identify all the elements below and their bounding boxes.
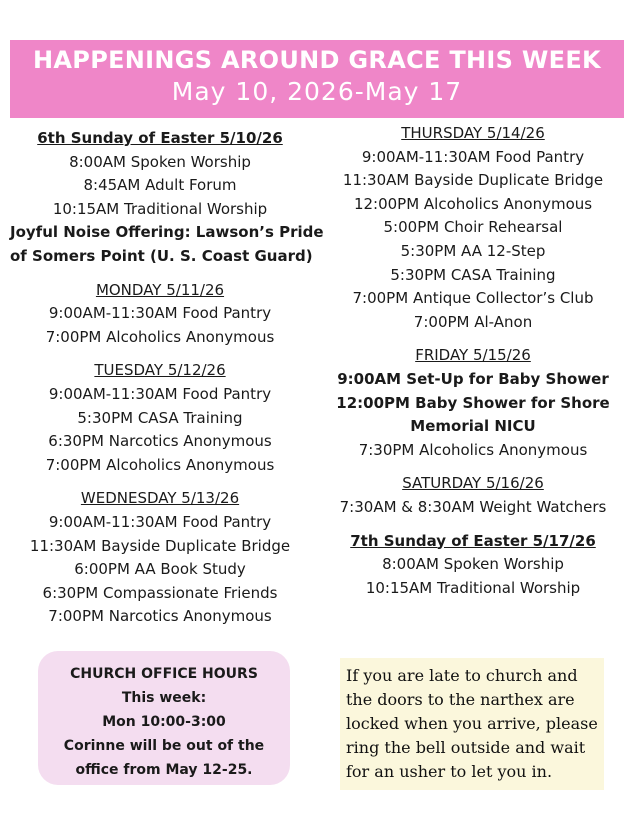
- day-block: [322, 472, 624, 519]
- schedule-item: 8:45AM Adult Forum: [83, 176, 237, 195]
- right-schedule-column: [322, 122, 624, 610]
- date-range: May 10, 2026-May 17: [171, 77, 463, 106]
- schedule-item: 9:00AM-11:30AM Food Pantry: [48, 384, 272, 403]
- office-hours-line: Mon 10:00-3:00: [102, 714, 226, 730]
- schedule-item: 5:30PM CASA Training: [390, 265, 556, 284]
- day-block: [322, 530, 624, 601]
- schedule-item: 7:00PM Narcotics Anonymous: [48, 607, 272, 626]
- schedule-item: 7:30PM Alcoholics Anonymous: [358, 440, 588, 459]
- schedule-item: 7:00PM Antique Collector’s Club: [352, 289, 594, 308]
- schedule-item: Memorial NICU: [410, 417, 536, 436]
- schedule-item: 8:00AM Spoken Worship: [69, 152, 251, 171]
- office-hours-line: office from May 12-25.: [75, 762, 253, 778]
- office-hours-line: Corinne will be out of the: [63, 738, 265, 754]
- schedule-item: 8:00AM Spoken Worship: [382, 555, 564, 574]
- schedule-item: 9:00AM-11:30AM Food Pantry: [48, 512, 272, 531]
- schedule-item: 10:15AM Traditional Worship: [365, 578, 581, 597]
- schedule-item: 9:00AM-11:30AM Food Pantry: [361, 147, 585, 166]
- schedule-item: 7:00PM Al-Anon: [413, 312, 533, 331]
- day-heading: FRIDAY 5/15/26: [415, 346, 531, 365]
- schedule-item: 11:30AM Bayside Duplicate Bridge: [29, 536, 291, 555]
- late-arrival-text: If you are late to church and the doors to the narthex are locked when you arrive, please ring the bell outside and wait for an usher to let you in.: [346, 666, 598, 781]
- schedule-item: 12:00PM Alcoholics Anonymous: [353, 194, 593, 213]
- schedule-item: 7:00PM Alcoholics Anonymous: [45, 455, 275, 474]
- schedule-item: 5:30PM AA 12-Step: [400, 241, 546, 260]
- schedule-item: 9:00AM Set-Up for Baby Shower: [337, 369, 609, 388]
- day-heading: WEDNESDAY 5/13/26: [80, 489, 240, 508]
- schedule-item: 5:00PM Choir Rehearsal: [383, 218, 563, 237]
- day-heading: TUESDAY 5/12/26: [94, 361, 226, 380]
- schedule-item: 7:00PM Alcoholics Anonymous: [45, 327, 275, 346]
- day-heading: MONDAY 5/11/26: [95, 280, 225, 299]
- schedule-item: 12:00PM Baby Shower for Shore: [336, 393, 610, 412]
- day-block: [322, 344, 624, 462]
- schedule-item: 6:30PM Compassionate Friends: [42, 583, 278, 602]
- office-hours-title: CHURCH OFFICE HOURS: [70, 666, 258, 682]
- church-office-hours-box: [38, 651, 290, 785]
- late-arrival-notice: [340, 658, 604, 790]
- day-heading: SATURDAY 5/16/26: [402, 474, 544, 493]
- day-block: [10, 127, 324, 269]
- day-block: [10, 279, 310, 350]
- page-title: HAPPENINGS AROUND GRACE THIS WEEK: [33, 46, 601, 74]
- schedule-item: 10:15AM Traditional Worship: [52, 199, 268, 218]
- day-heading: 6th Sunday of Easter 5/10/26: [37, 129, 283, 147]
- header-banner: [10, 40, 624, 118]
- day-heading: 7th Sunday of Easter 5/17/26: [350, 531, 596, 550]
- schedule-item: Joyful Noise Offering: Lawson’s Pride: [10, 223, 324, 242]
- schedule-item: 11:30AM Bayside Duplicate Bridge: [342, 171, 604, 190]
- schedule-item: 6:30PM Narcotics Anonymous: [48, 432, 272, 451]
- schedule-item: 7:30AM & 8:30AM Weight Watchers: [339, 497, 607, 516]
- left-schedule-column: [10, 127, 324, 639]
- schedule-item: of Somers Point (U. S. Coast Guard): [10, 246, 313, 265]
- day-block: [322, 122, 624, 334]
- schedule-item: 5:30PM CASA Training: [77, 408, 243, 427]
- schedule-item: 9:00AM-11:30AM Food Pantry: [48, 304, 272, 323]
- schedule-item: 6:00PM AA Book Study: [74, 560, 246, 579]
- office-hours-line: This week:: [121, 690, 207, 706]
- day-block: [10, 487, 310, 629]
- day-heading: THURSDAY 5/14/26: [401, 124, 545, 142]
- day-block: [10, 359, 310, 477]
